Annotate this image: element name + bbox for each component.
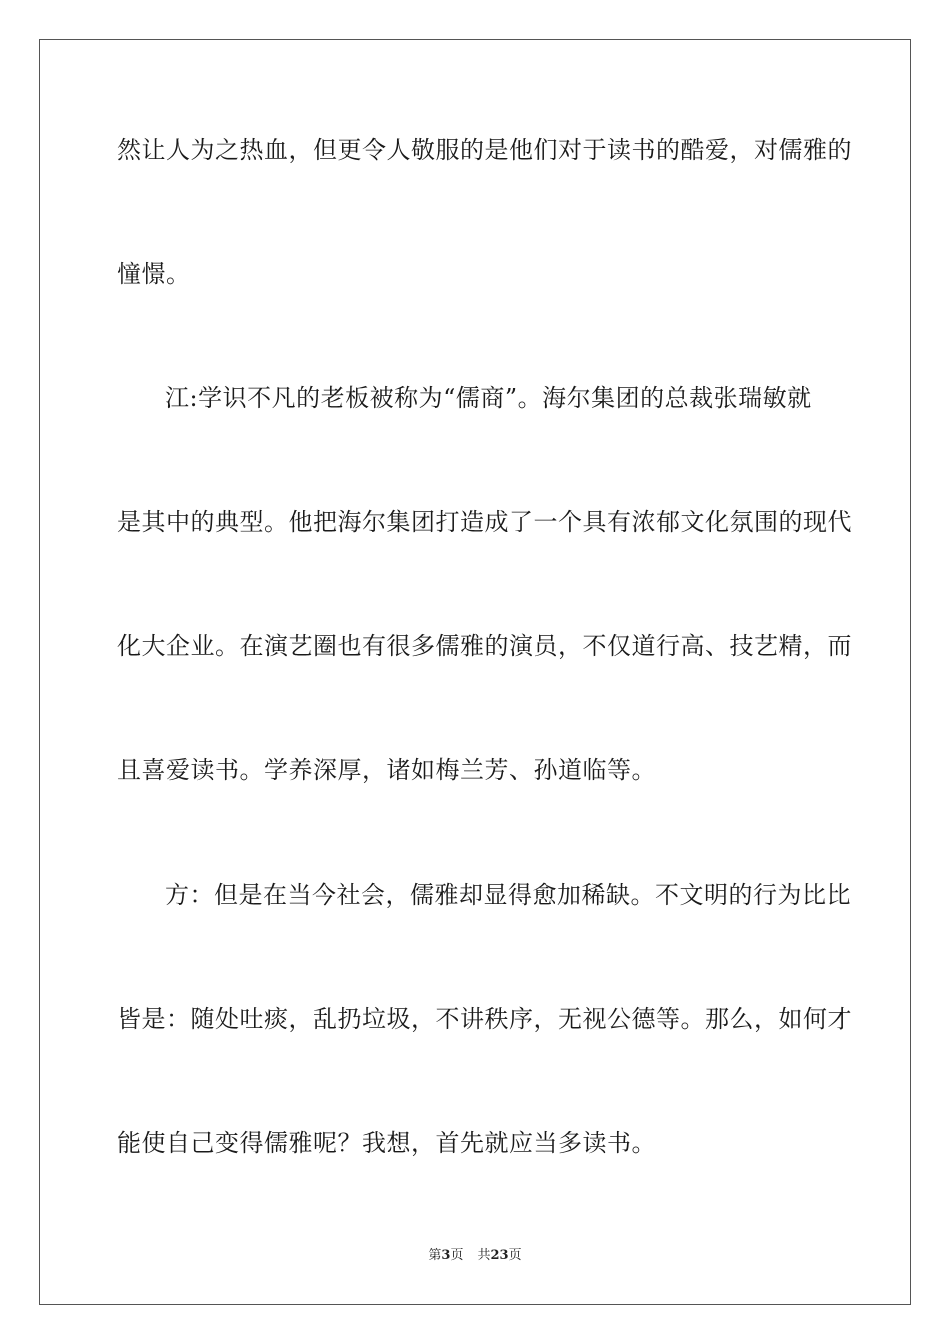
total-prefix: 共 <box>477 1248 491 1263</box>
paragraph-start-line: 江:学识不凡的老板被称为“儒商”。海尔集团的总裁张瑞敏就 <box>165 384 812 412</box>
text-line: 憧憬。 <box>117 260 191 288</box>
total-suffix: 页 <box>508 1248 522 1263</box>
page-prefix: 第 <box>428 1248 442 1263</box>
paragraph-start-line: 方：但是在当今社会，儒雅却显得愈加稀缺。不文明的行为比比 <box>165 881 851 909</box>
page-number: 3 <box>441 1248 451 1263</box>
page-suffix: 页 <box>450 1248 464 1263</box>
text-line: 然让人为之热血，但更令人敬服的是他们对于读书的酷爱，对儒雅的 <box>117 136 852 164</box>
text-line: 皆是：随处吐痰，乱扔垃圾，不讲秩序，无视公德等。那么，如何才 <box>117 1005 852 1033</box>
text-line: 能使自己变得儒雅呢？我想，首先就应当多读书。 <box>117 1129 656 1157</box>
total-pages: 23 <box>490 1248 509 1263</box>
text-line: 且喜爱读书。学养深厚，诸如梅兰芳、孙道临等。 <box>117 756 656 784</box>
text-line: 化大企业。在演艺圈也有很多儒雅的演员，不仅道行高、技艺精，而 <box>117 632 852 660</box>
page-footer <box>0 1248 950 1264</box>
text-line: 是其中的典型。他把海尔集团打造成了一个具有浓郁文化氛围的现代 <box>117 508 852 536</box>
page-border <box>39 39 911 1305</box>
